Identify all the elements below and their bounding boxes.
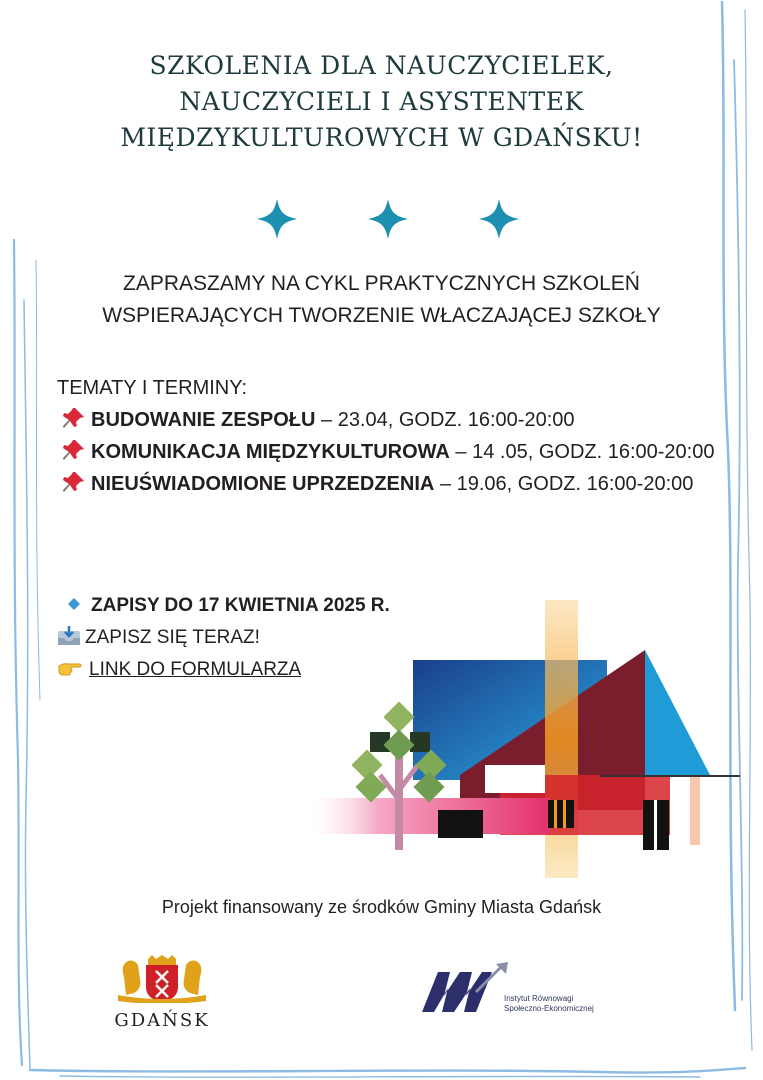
topic-details: – 19.06, GODZ. 16:00-20:00 (434, 473, 694, 495)
gdansk-coat-of-arms-icon (114, 955, 210, 1003)
irse-mark-icon (420, 962, 510, 1014)
funding-note: Projekt finansowany ze środków Gminy Miasta Gdańsk (161, 897, 602, 917)
pushpin-icon (61, 471, 85, 493)
invitation-line-2: WSPIERAJĄCYCH TWORZENIE WŁACZAJĄCEJ SZKOŁY (102, 304, 661, 327)
pointing-hand-icon (57, 660, 83, 678)
topics-header: TEMATY I TERMINY: (57, 377, 248, 399)
topic-name: NIEUŚWIADOMIONE UPRZEDZENIA (91, 473, 435, 495)
stars-divider (0, 197, 763, 241)
irse-name-line-1: Instytut Równowagi (504, 994, 574, 1003)
topic-item (57, 436, 717, 468)
diamond-icon (63, 595, 85, 613)
star-icon (257, 199, 297, 239)
topic-item (57, 404, 717, 436)
topic-name: BUDOWANIE ZESPOŁU (91, 409, 316, 431)
irse-name-line-2: Społeczno-Ekonomicznej (504, 1004, 594, 1013)
form-link[interactable]: LINK DO FORMULARZA (89, 659, 302, 680)
topics-section (57, 372, 717, 500)
school-illustration (300, 600, 740, 880)
deadline-text: ZAPISY DO 17 KWIETNIA 2025 R. (91, 595, 390, 616)
topic-name: KOMUNIKACJA MIĘDZYKULTUROWA (91, 441, 450, 463)
topic-item (57, 468, 717, 500)
gdansk-logo (112, 955, 212, 1031)
star-icon (479, 199, 519, 239)
pushpin-icon (61, 439, 85, 461)
invitation-line-1: ZAPRASZAMY NA CYKL PRAKTYCZNYCH SZKOLEŃ (123, 272, 640, 295)
page-title (0, 48, 763, 156)
inbox-tray-icon (57, 626, 81, 646)
title-line-1: SZKOLENIA DLA NAUCZYCIELEK, (149, 51, 614, 80)
pushpin-icon (61, 407, 85, 429)
star-icon (368, 199, 408, 239)
title-line-3: MIĘDZYKULTUROWYCH W GDAŃSKU! (120, 123, 643, 152)
cta-text: ZAPISZ SIĘ TERAZ! (85, 627, 260, 648)
invitation-text (0, 268, 763, 332)
irse-name (504, 994, 594, 1014)
irse-logo (420, 962, 594, 1019)
topic-details: – 14 .05, GODZ. 16:00-20:00 (449, 441, 715, 463)
topic-details: – 23.04, GODZ. 16:00-20:00 (315, 409, 575, 431)
title-line-2: NAUCZYCIELI I ASYSTENTEK (179, 87, 584, 116)
gdansk-wordmark: GDAŃSK (114, 1010, 210, 1031)
